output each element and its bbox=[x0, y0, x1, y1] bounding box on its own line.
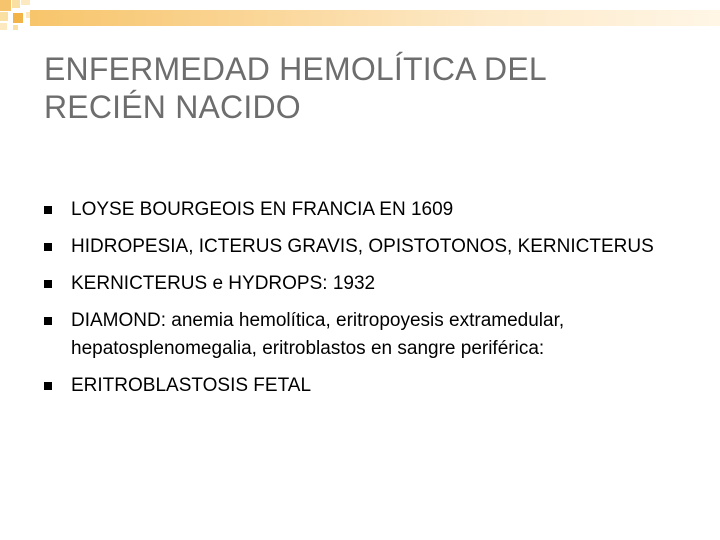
decor-square bbox=[0, 12, 8, 21]
decor-square bbox=[12, 0, 20, 8]
slide-title bbox=[44, 50, 684, 126]
decor-square bbox=[21, 0, 30, 5]
bullet-text: LOYSE BOURGEOIS EN FRANCIA EN 1609 bbox=[71, 199, 454, 220]
header-gradient-bar bbox=[30, 10, 720, 26]
slide-title-line-1: ENFERMEDAD HEMOLÍTICA DEL bbox=[44, 51, 547, 87]
square-bullet-icon bbox=[44, 317, 52, 325]
decor-square bbox=[0, 0, 11, 11]
decor-square bbox=[0, 23, 7, 30]
bullet-item bbox=[44, 196, 664, 224]
square-bullet-icon bbox=[44, 280, 52, 288]
bullet-item bbox=[44, 372, 664, 400]
bullet-text: KERNICTERUS e HYDROPS: 1932 bbox=[71, 273, 376, 294]
bullet-text: DIAMOND: anemia hemolítica, eritropoyesis extramedular, hepatosplenomegalia, eritroblastos en sangre periférica: bbox=[71, 310, 565, 359]
bullet-text: ERITROBLASTOSIS FETAL bbox=[71, 375, 312, 396]
square-bullet-icon bbox=[44, 243, 52, 251]
decor-square bbox=[13, 13, 23, 23]
bullet-list bbox=[44, 196, 664, 409]
bullet-item bbox=[44, 307, 664, 363]
bullet-text: HIDROPESIA, ICTERUS GRAVIS, OPISTOTONOS, KERNICTERUS bbox=[71, 236, 654, 257]
bullet-item bbox=[44, 233, 664, 261]
bullet-item bbox=[44, 270, 664, 298]
slide-title-line-2: RECIÉN NACIDO bbox=[44, 89, 301, 125]
square-bullet-icon bbox=[44, 206, 52, 214]
decor-square bbox=[13, 25, 18, 30]
square-bullet-icon bbox=[44, 382, 52, 390]
